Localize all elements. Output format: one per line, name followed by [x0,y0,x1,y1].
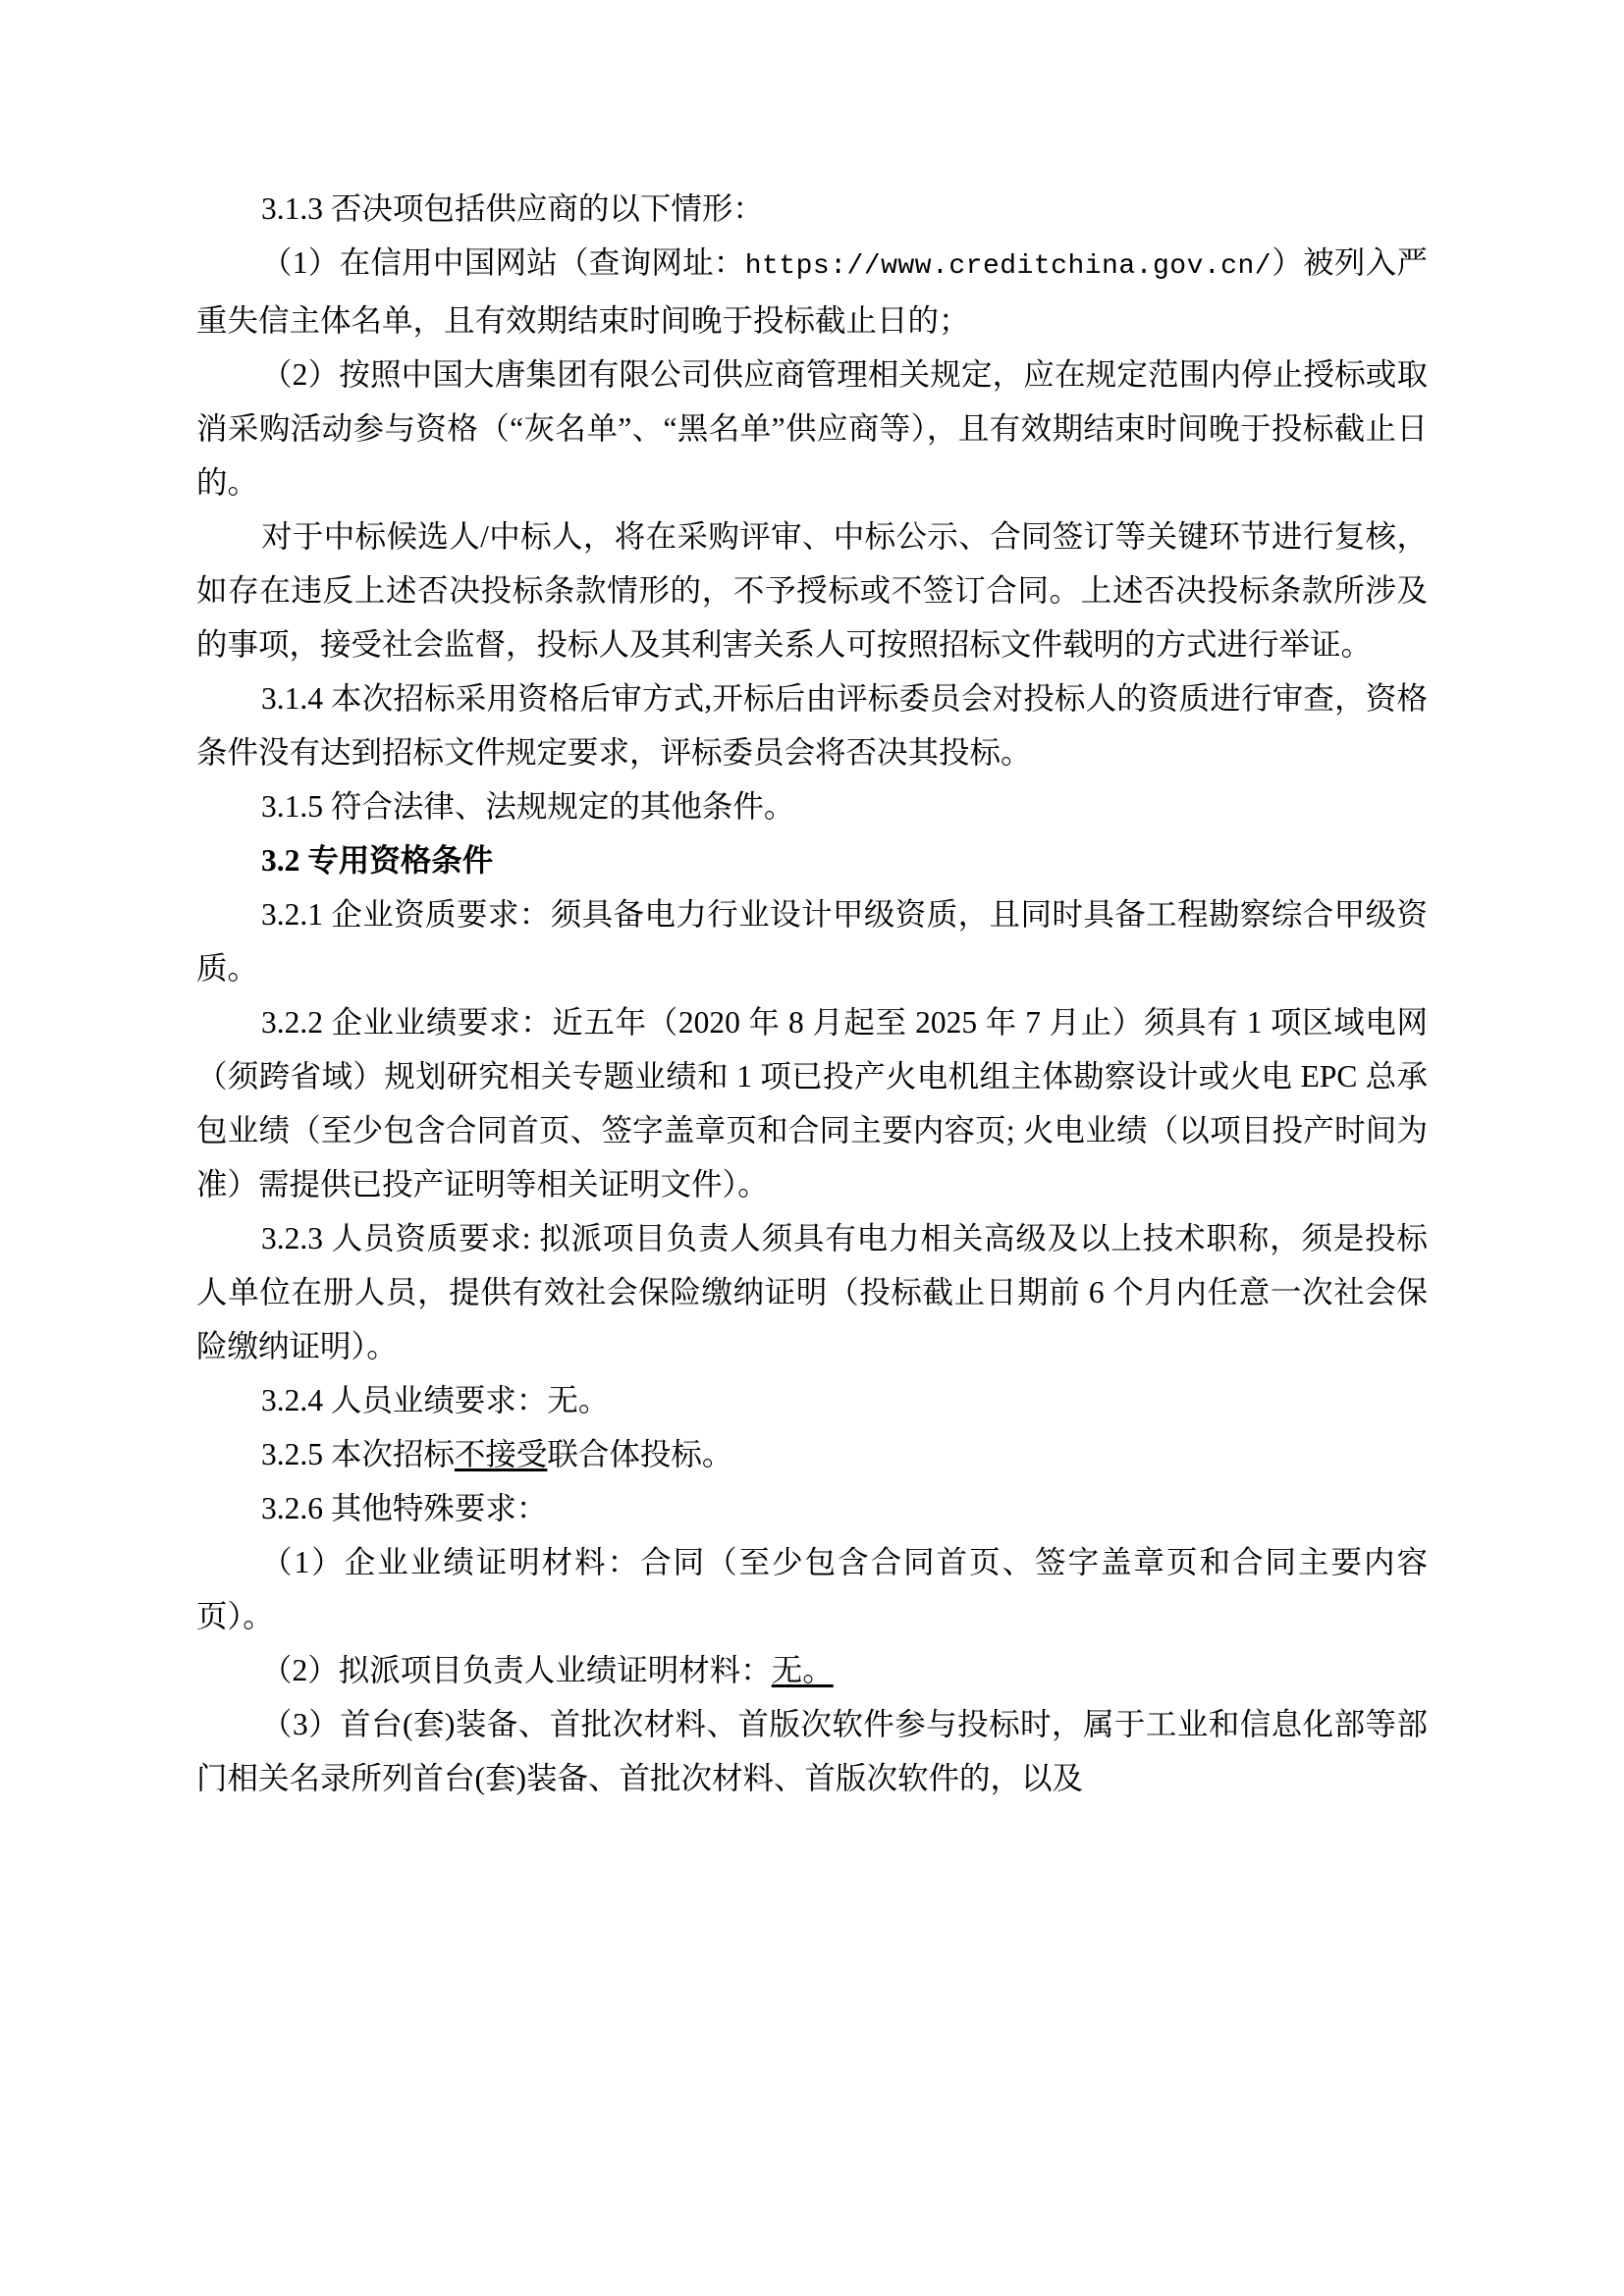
paragraph-3-1-3: 3.1.3 否决项包括供应商的以下情形： [261,191,764,226]
paragraph-3-2-3: 3.2.3 人员资质要求: 拟派项目负责人须具有电力相关高级及以上技术职称，须是投标人单位在册人员，提供有效社会保险缴纳证明（投标截止日期前 6 个月内任意一次社会保险缴纳证明）。 [196,1221,1428,1363]
section-heading-3-2: 3.2 专用资格条件 [261,843,494,878]
document-body [196,182,1428,1805]
emphasis-none: 无。 [771,1653,834,1687]
paragraph-3-1-3-item2: （2）按照中国大唐集团有限公司供应商管理相关规定，应在规定范围内停止授标或取消采购活动参与资格（“灰名单”、“黑名单”供应商等），且有效期结束时间晚于投标截止日的。 [196,357,1428,500]
paragraph-text-after: 联合体投标。 [547,1437,733,1471]
paragraph-3-2-6: 3.2.6 其他特殊要求： [261,1491,548,1525]
paragraph-3-2-6-item3: （3）首台(套)装备、首批次材料、首版次软件参与投标时，属于工业和信息化部等部门相关名录所列首台(套)装备、首批次材料、首版次软件的，以及 [196,1707,1428,1795]
paragraph-text-before: 3.2.5 本次招标 [261,1437,455,1471]
paragraph-3-2-6-item1: （1）企业业绩证明材料：合同（至少包含合同首页、签字盖章页和合同主要内容页）。 [196,1545,1428,1633]
emphasis-not-accept: 不接受 [454,1437,548,1471]
paragraph-review-clause: 对于中标候选人/中标人，将在采购评审、中标公示、合同签订等关键环节进行复核，如存在违反上述否决投标条款情形的，不予授标或不签订合同。上述否决投标条款所涉及的事项，接受社会监督，投标人及其利害关系人可按照招标文件载明的方式进行举证。 [196,519,1428,662]
paragraph-3-2-2: 3.2.2 企业业绩要求：近五年（2020 年 8 月起至 2025 年 7 月止）须具有 1 项区域电网（须跨省域）规划研究相关专题业绩和 1 项已投产火电机组主体勘察设计或火电 EPC 总承包业绩（至少包含合同首页、签字盖章页和合同主要内容页; 火电业绩（以项目投产时间为准）需提供已投产证明等相关证明文件）。 [196,1005,1428,1201]
paragraph-3-2-6-item2 [196,1643,1428,1697]
paragraph-3-1-5: 3.1.5 符合法律、法规规定的其他条件。 [261,789,795,824]
paragraph-3-2-1: 3.2.1 企业资质要求：须具备电力行业设计甲级资质，且同时具备工程勘察综合甲级资质。 [196,897,1428,986]
paragraph-text-before: （1）在信用中国网站（查询网址： [261,245,745,280]
paragraph-3-1-3-item1 [196,236,1428,347]
paragraph-3-1-4: 3.1.4 本次招标采用资格后审方式,开标后由评标委员会对投标人的资质进行审查，资格条件没有达到招标文件规定要求，评标委员会将否决其投标。 [196,681,1428,770]
paragraph-text-before: （2）拟派项目负责人业绩证明材料： [261,1653,772,1687]
credit-china-url: https://www.creditchina.gov.cn/ [744,251,1272,282]
paragraph-3-2-5 [196,1427,1428,1481]
paragraph-text-after: ）被列入严重失信主体名单，且有效期结束时间晚于投标截止日的； [196,245,1428,338]
paragraph-3-2-4: 3.2.4 人员业绩要求：无。 [261,1383,610,1417]
